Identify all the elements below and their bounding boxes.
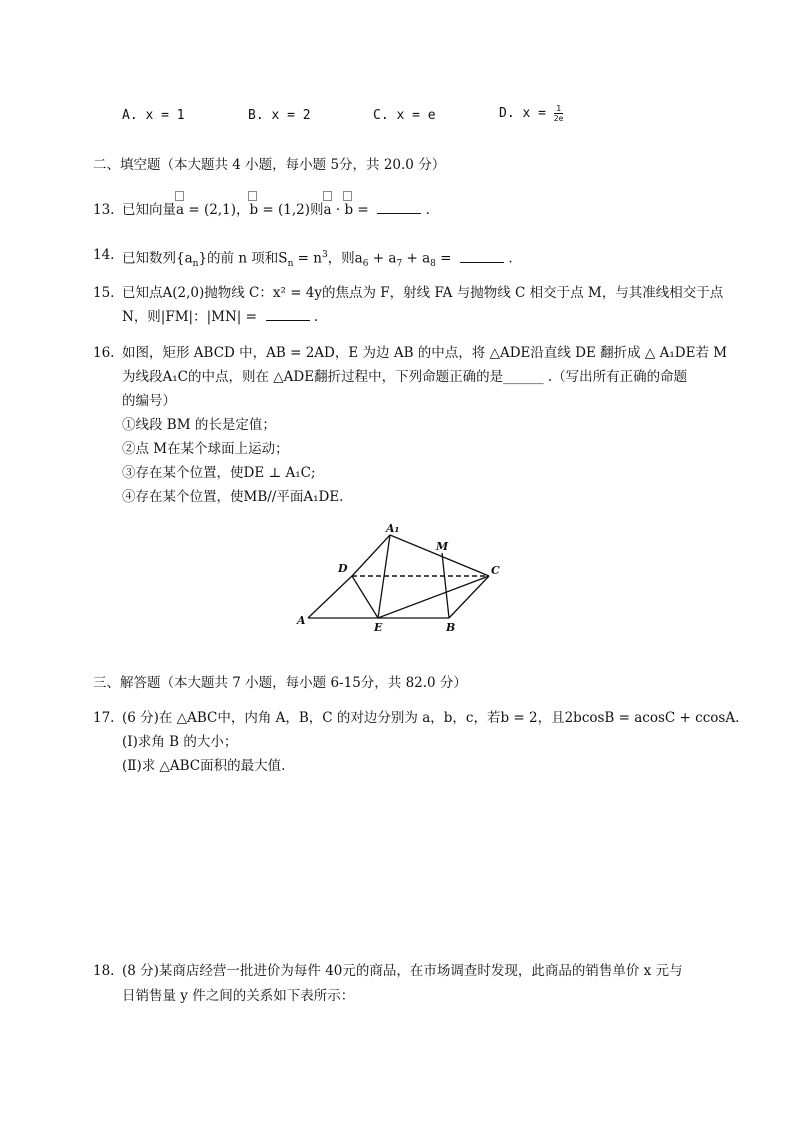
q13-answer-blank[interactable] — [377, 201, 421, 214]
q14-part4: ，则a — [327, 250, 363, 267]
q16-number: 16. — [93, 345, 115, 361]
vector-a: a — [176, 202, 185, 218]
q17-line1: (6 分)在 △ABC中，内角 A，B，C 的对边分别为 a，b，c，若b = 2，且2bcosB = acosC + ccosA. — [122, 710, 740, 726]
q15-line1: 已知点A(2,0)抛物线 C：x² = 4y的焦点为 F，射线 FA 与抛物线 C 相交于点 M，与其准线相交于点 — [122, 285, 724, 301]
q18-line1: (8 分)某商店经营一批进价为每件 40元的商品，在市场调查时发现，此商品的销售单价 x 元与 — [122, 963, 683, 979]
q15-end: . — [313, 309, 319, 325]
q17-number: 17. — [93, 710, 115, 726]
section3-heading: 三、解答题（本大题共 7 小题，每小题 6-15分，共 82.0 分） — [93, 675, 467, 691]
edge-AD — [308, 576, 352, 618]
q14-text — [122, 245, 513, 274]
q16-statement-2: ②点 M在某个球面上运动； — [122, 441, 289, 457]
edge-BC — [449, 576, 489, 618]
q14-part3: = n — [293, 250, 322, 267]
q16-line1: 如图，矩形 ABCD 中，AB = 2AD，E 为边 AB 的中点，将 △ADE沿直线 DE 翻折成 △ A₁DE若 M — [122, 345, 728, 361]
vector-b-2: b — [344, 202, 354, 218]
q14-answer-blank[interactable] — [460, 250, 504, 263]
q14-part6: + a — [402, 250, 431, 267]
q13-text — [122, 200, 430, 220]
q13-part2: = (2,1)， — [184, 202, 250, 218]
option-d-numerator: 1 — [554, 104, 564, 114]
q14-sub-n1: n — [192, 259, 199, 270]
option-d — [499, 104, 563, 123]
option-d-prefix: D. x = — [499, 106, 554, 121]
q16-statement-3: ③存在某个位置，使DE ⊥ A₁C; — [122, 465, 316, 481]
label-M: M — [436, 540, 449, 553]
option-d-fraction — [554, 104, 564, 123]
q18-line2: 日销售量 y 件之间的关系如下表所示： — [122, 988, 355, 1004]
q14-part7: = — [435, 250, 452, 267]
q13-part3: = (1,2)则 — [258, 202, 324, 218]
q14-end: . — [508, 250, 513, 267]
q16-line3: 的编号） — [122, 393, 176, 409]
q14-exp: 3 — [321, 250, 328, 260]
q15-answer-blank[interactable] — [266, 308, 310, 321]
q13-part1: 已知向量 — [122, 202, 176, 218]
q17-part1: (Ⅰ)求角 B 的大小； — [122, 734, 238, 750]
vector-b: b — [249, 202, 259, 218]
label-A: A — [297, 614, 306, 627]
q17-part2: (Ⅱ)求 △ABC面积的最大值. — [122, 758, 286, 774]
q13-dot: · — [331, 202, 345, 218]
edge-DA1 — [352, 535, 390, 576]
q13-part4: = — [353, 202, 369, 218]
option-d-denominator: 2e — [553, 114, 564, 123]
label-C: C — [491, 564, 500, 577]
q15-number: 15. — [93, 285, 115, 301]
q14-sub-n2: n — [287, 259, 294, 270]
vector-a-2: a — [323, 202, 332, 218]
q16-statement-4: ④存在某个位置，使MB//平面A₁DE. — [122, 489, 344, 505]
q14-sub7: 7 — [396, 259, 403, 270]
q14-number: 14. — [93, 247, 115, 263]
q14-part2: }的前 n 项和S — [198, 250, 288, 267]
section2-heading: 二、填空题（本大题共 4 小题，每小题 5分，共 20.0 分） — [93, 157, 446, 173]
option-c: C. x = e — [373, 108, 436, 123]
q14-sub8: 8 — [430, 259, 436, 270]
label-A1: A₁ — [386, 522, 400, 535]
option-a: A. x = 1 — [122, 108, 185, 123]
q15-line2-text: N，则|FM|：|MN| = — [122, 309, 257, 325]
edge-DE — [352, 576, 378, 618]
q16-statement-1: ①线段 BM 的长是定值； — [122, 417, 276, 433]
q18-number: 18. — [93, 963, 115, 979]
label-E: E — [374, 621, 383, 634]
q14-part5: + a — [368, 250, 397, 267]
edge-EC — [378, 576, 489, 618]
label-B: B — [446, 621, 456, 634]
q15-line2 — [122, 307, 318, 327]
label-D: D — [338, 562, 348, 575]
q14-part1: 已知数列{a — [122, 250, 193, 267]
q14-sub6: 6 — [362, 259, 369, 270]
q13-number: 13. — [93, 202, 115, 218]
option-b: B. x = 2 — [248, 108, 311, 123]
q13-end: . — [425, 202, 430, 218]
folding-rectangle-figure — [290, 518, 510, 636]
q16-line2: 为线段A₁C的中点，则在 △ADE翻折过程中，下列命题正确的是______ .（写出所有正确的命题 — [122, 369, 688, 385]
edge-MB — [442, 553, 449, 618]
